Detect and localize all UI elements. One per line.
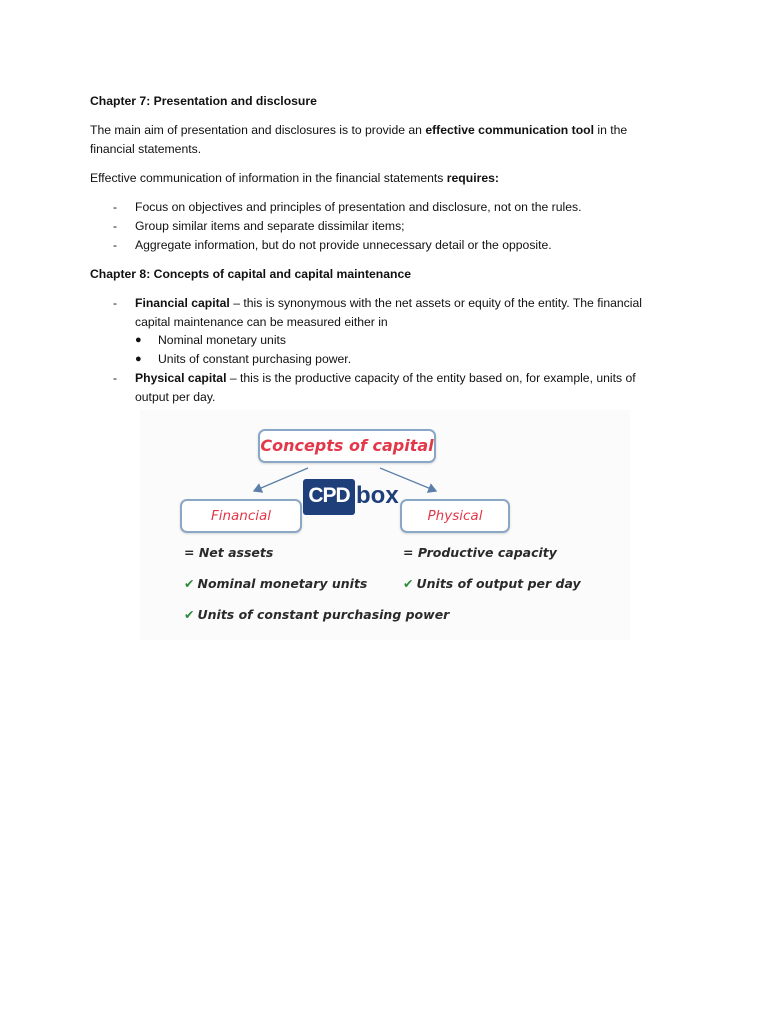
list-item	[135, 369, 636, 388]
logo-box-text: box	[356, 482, 399, 509]
cpd-logo	[303, 479, 355, 515]
sub-list-item: Units of constant purchasing power.	[158, 352, 352, 366]
title-box	[258, 429, 436, 463]
physical-label: Physical	[427, 508, 483, 524]
list-item-continuation: capital maintenance can be measured either in	[135, 315, 388, 329]
paragraph-text: The main aim of presentation and disclosures is to provide an	[90, 123, 426, 137]
check-item	[403, 576, 581, 591]
productive-capacity-text: = Productive capacity	[403, 545, 557, 560]
net-assets-text: = Net assets	[184, 545, 274, 560]
list-item: Group similar items and separate dissimilar items;	[135, 219, 405, 233]
chapter-8-heading: Chapter 8: Concepts of capital and capital maintenance	[90, 267, 412, 281]
chapter-7-heading: Chapter 7: Presentation and disclosure	[90, 94, 317, 108]
checkmark-icon: ✔	[403, 576, 414, 591]
bold-term: Financial capital	[135, 296, 230, 310]
paragraph-text: Effective communication of information in the financial statements	[90, 171, 447, 185]
checkmark-icon: ✔	[184, 576, 195, 591]
dash-bullet: -	[113, 296, 118, 310]
round-bullet: ●	[135, 334, 142, 346]
check-item-text: Units of output per day	[416, 576, 581, 591]
paragraph-text: – this is synonymous with the net assets or equity of the entity. The financial	[229, 296, 642, 310]
paragraph-text: in the	[593, 123, 628, 137]
concepts-of-capital-diagram	[140, 410, 630, 640]
financial-box	[180, 499, 302, 533]
round-bullet: ●	[135, 353, 142, 365]
logo-cpd-text: CPD	[308, 484, 350, 507]
list-item	[135, 294, 642, 313]
paragraph-line	[90, 169, 499, 188]
list-item: Aggregate information, but do not provide unnecessary detail or the opposite.	[135, 238, 552, 252]
check-item	[184, 607, 449, 622]
dash-bullet: -	[113, 219, 118, 233]
checkmark-icon: ✔	[184, 607, 195, 622]
bold-term: Physical capital	[135, 371, 227, 385]
sub-list-item: Nominal monetary units	[158, 333, 287, 347]
paragraph-line: financial statements.	[90, 142, 202, 156]
diagram-title: Concepts of capital	[260, 436, 434, 455]
bold-phrase: effective communication tool	[425, 123, 594, 137]
check-item	[184, 576, 367, 591]
bold-phrase: requires:	[446, 171, 499, 185]
paragraph-line	[90, 121, 627, 140]
financial-label: Financial	[210, 508, 272, 524]
physical-box	[400, 499, 510, 533]
paragraph-text: – this is the productive capacity of the entity based on, for example, units of	[226, 371, 636, 385]
check-item-text: Nominal monetary units	[197, 576, 368, 591]
list-item-continuation: output per day.	[135, 390, 216, 404]
dash-bullet: -	[113, 371, 118, 385]
arrow-left	[254, 468, 308, 491]
dash-bullet: -	[113, 238, 118, 252]
dash-bullet: -	[113, 200, 118, 214]
list-item: Focus on objectives and principles of presentation and disclosure, not on the rules.	[135, 200, 582, 214]
check-item-text: Units of constant purchasing power	[197, 607, 450, 622]
